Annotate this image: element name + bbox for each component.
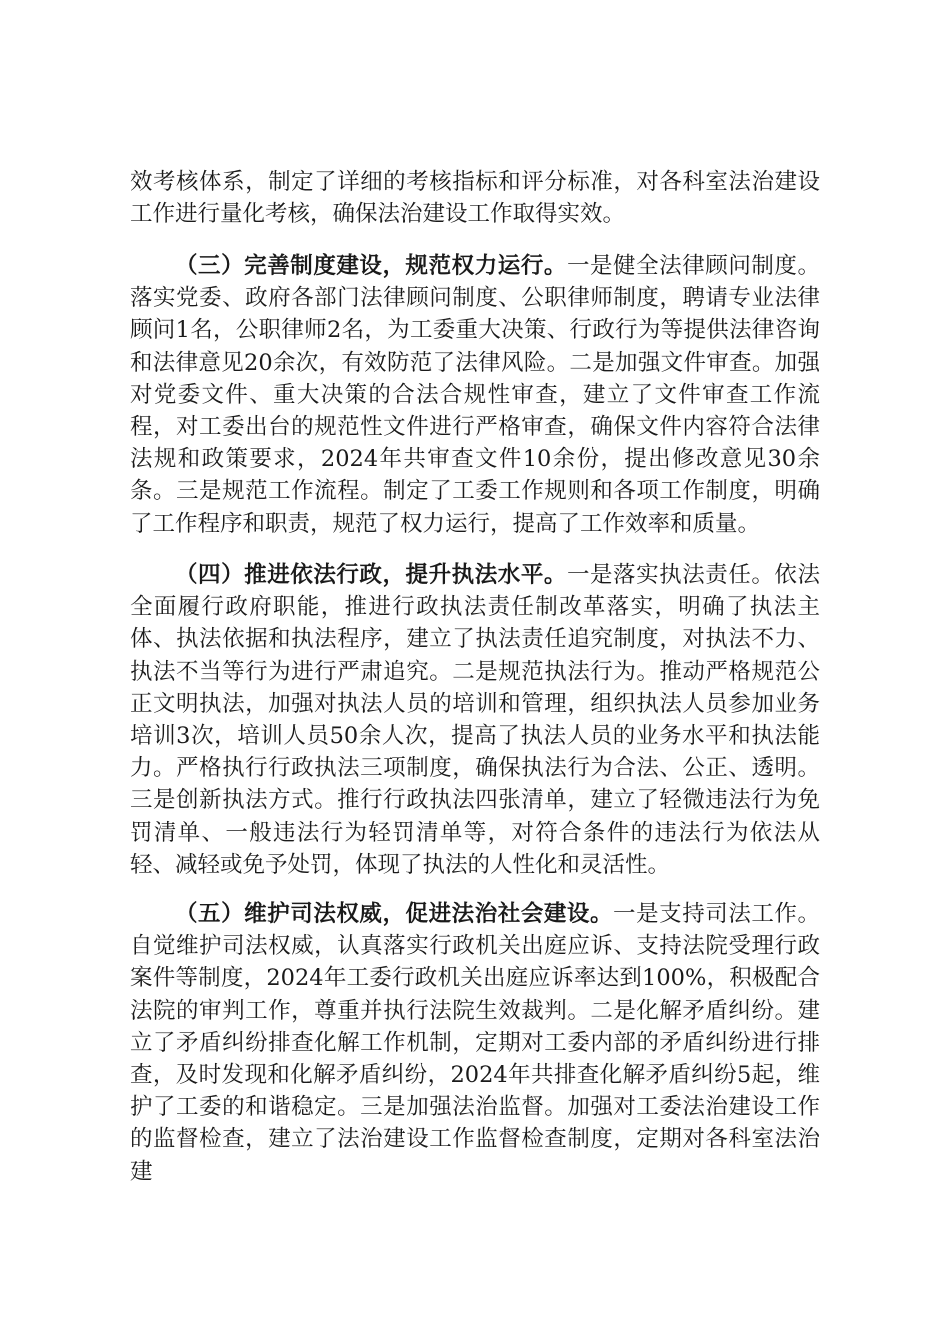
paragraph-text: 一是落实执法责任。依法全面履行政府职能，推进行政执法责任制改革落实，明确了执法主体、执法依据和执法程序，建立了执法责任追究制度，对执法不力、执法不当等行为进行严肃追究。二是规范执法行为。推动严格规范公正文明执法，加强对执法人员的培训和管理，组织执法人员参加业务培训3次，培训人员50余人次，提高了执法人员的业务水平和执法能力。严格执行行政执法三项制度，确保执法行为合法、公正、透明。三是创新执法方式。推行行政执法四张清单，建立了轻微违法行为免罚清单、一般违法行为轻罚清单等，对符合条件的违法行为依法从轻、减轻或免予处罚，体现了执法的人性化和灵活性。 bbox=[130, 562, 820, 878]
paragraph-continuation bbox=[130, 166, 820, 230]
paragraph-text: 效考核体系，制定了详细的考核指标和评分标准，对各科室法治建设工作进行量化考核，确保法治建设工作取得实效。 bbox=[130, 169, 820, 228]
paragraph-text: 一是支持司法工作。自觉维护司法权威，认真落实行政机关出庭应诉、支持法院受理行政案件等制度，2024年工委行政机关出庭应诉率达到100%，积极配合法院的审判工作，尊重并执行法院生效裁判。二是化解矛盾纠纷。建立了矛盾纠纷排查化解工作机制，定期对工委内部的矛盾纠纷进行排查，及时发现和化解矛盾纠纷，2024年共排查化解矛盾纠纷5起，维护了工委的和谐稳定。三是加强法治监督。加强对工委法治建设工作的监督检查，建立了法治建设工作监督检查制度，定期对各科室法治建 bbox=[130, 901, 820, 1185]
paragraph-section-4 bbox=[130, 559, 820, 881]
paragraph-section-5 bbox=[130, 898, 820, 1188]
section-heading: （三）完善制度建设，规范权力运行。 bbox=[175, 253, 567, 279]
paragraph-text: 一是健全法律顾问制度。落实党委、政府各部门法律顾问制度、公职律师制度，聘请专业法律顾问1名，公职律师2名，为工委重大决策、行政行为等提供法律咨询和法律意见20余次，有效防范了法律风险。二是加强文件审查。加强对党委文件、重大决策的合法合规性审查，建立了文件审查工作流程，对工委出台的规范性文件进行严格审查，确保文件内容符合法律法规和政策要求，2024年共审查文件10余份，提出修改意见30余条。三是规范工作流程。制定了工委工作规则和各项工作制度，明确了工作程序和职责，规范了权力运行，提高了工作效率和质量。 bbox=[130, 253, 820, 537]
paragraph-section-3 bbox=[130, 250, 820, 540]
section-heading: （四）推进依法行政，提升执法水平。 bbox=[175, 562, 567, 588]
section-heading: （五）维护司法权威，促进法治社会建设。 bbox=[175, 901, 614, 927]
